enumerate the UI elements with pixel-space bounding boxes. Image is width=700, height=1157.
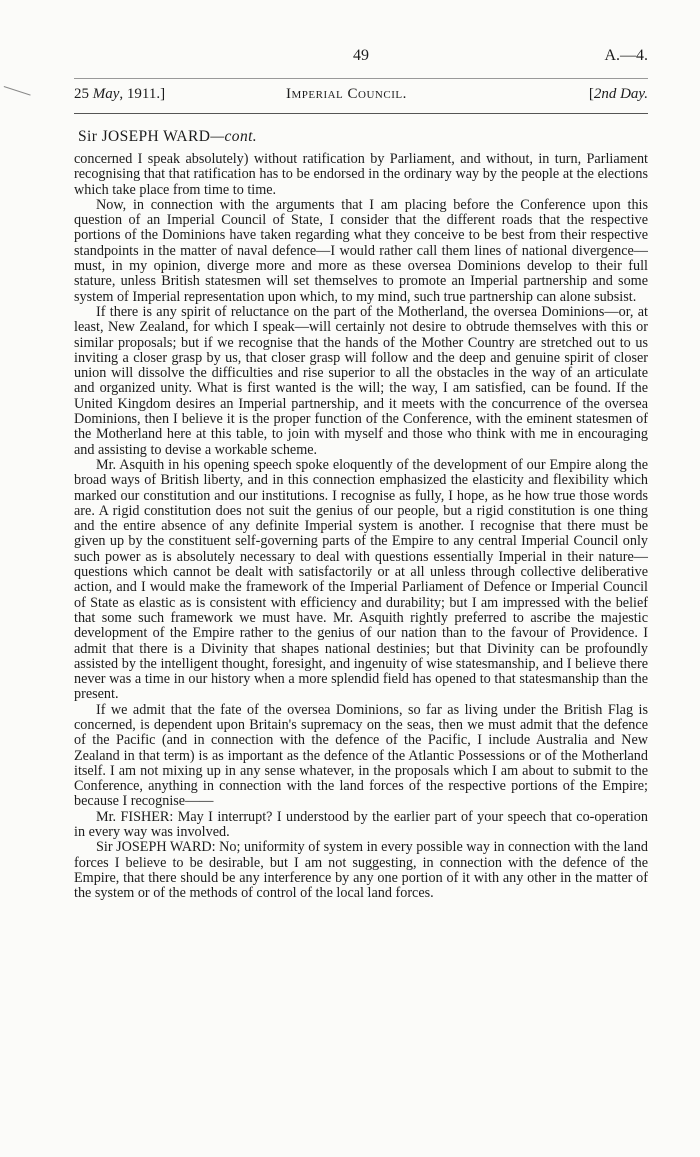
- paragraph: If we admit that the fate of the oversea Dominions, so far as living under the British Flag is concerned, is dependent upon Britain's supremacy on the seas, then we must admit that the defence of the Pacific (and in connection with the defence of the Pacific, I include Australia and New Zealand in that term) is as important as the defence of the Atlantic Possessions or of the Motherland itself. I am not mixing up in any sense whatever, in the proposals which I am about to submit to the Conference, anything in connection with the land forces of the respective portions of the Empire; because I recognise——: [74, 701, 648, 810]
- paragraph: Now, in connection with the arguments that I am placing before the Conference upon this question of an Imperial Council of State, I consider that the different roads that the respective portions of the Dominions have taken regarding what they conceive to be best from their respective standpoints in the matter of naval defence—I would rather call them lines of national divergence—must, in my opinion, diverge more and more as these oversea Dominions develop to their full stature, unless British statesmen will set themselves to promote an Imperial partnership and some system of Imperial representation upon which, to my mind, such true partnership can alone subsist.: [74, 196, 648, 305]
- speaker-cont: —cont.: [210, 128, 258, 145]
- date-month: May: [92, 86, 120, 102]
- speaker-heading: [78, 128, 257, 146]
- date-suffix: , 1911.]: [119, 86, 166, 102]
- day-bracket: [: [588, 86, 594, 102]
- body-text: [74, 152, 648, 902]
- day-label: 2nd Day.: [593, 86, 648, 102]
- header-date: [74, 86, 165, 103]
- page-number: 49: [353, 47, 369, 64]
- header-rule-top: [74, 78, 648, 79]
- speaker-name: Sir JOSEPH WARD: [78, 128, 211, 145]
- header-rule-bottom: [74, 113, 648, 114]
- paragraph: Mr. FISHER: May I interrupt? I understood by the earlier part of your speech that co-operation in every way was involved.: [74, 808, 648, 841]
- paragraph: If there is any spirit of reluctance on the part of the Motherland, the oversea Dominions—or, at least, New Zealand, for which I speak—will certainly not desire to obtrude themselves with this or similar proposals; but if we recognise that the hands of the Mother Country are stretched out to us inviting a closer grasp by us, that closer grasp will follow and the deep and genuine spirit of closer union will dissolve the difficulties and rise superior to all the obstacles in the way of an articulate and organized unity. What is first wanted is the will; the way, I am satisfied, can be found. If the United Kingdom desires an Imperial partnership, and it meets with the concurrence of the oversea Dominions, then I believe it is the proper function of the Conference, with the eminent statesmen of the Motherland here at this table, to join with myself and those who think with me in encouraging and assisting to devise a workable scheme.: [74, 303, 648, 458]
- paragraph: Sir JOSEPH WARD: No; uniformity of system in every possible way in connection with the land forces I believe to be desirable, but I am not suggesting, in connection with the defence of the Empire, that there should be any interference by any one portion of it with any other in the matter of the system or of the methods of control of the local land forces.: [74, 839, 648, 902]
- margin-mark: [1, 86, 31, 105]
- paragraph: concerned I speak absolutely) without ratification by Parliament, and without, in turn, Parliament recognising that that ratification has to be endorsed in the ordinary way by the people at the elections which take place from time to time.: [74, 151, 648, 198]
- header-day: [589, 86, 648, 103]
- running-header: [74, 86, 648, 110]
- date-prefix: 25: [74, 86, 93, 102]
- header-council: Imperial Council.: [286, 86, 407, 102]
- document-code: A.—4.: [604, 47, 648, 64]
- paragraph: Mr. Asquith in his opening speech spoke eloquently of the development of our Empire along the broad ways of British liberty, and in this connection emphasized the elasticity and flexibility which marked our constitution and our institutions. I recognise as fully, I hope, as he how true those words are. A rigid constitution does not suit the genius of our people, but a rigid constitution is one thing and the entire absence of any definite Imperial system is another. I recognise that there must be given up by the constituent self-governing parts of the Empire to any central Imperial Council only such power as is absolutely necessary to deal with questions essentially Imperial in their nature—questions which cannot be dealt with satisfactorily or at all unless through collective deliberative action, and I would make the framework of the Imperial Parliament of Defence or Imperial Council of State as elastic as is consistent with efficiency and durability; but I am impressed with the belief that some such framework we must have. Mr. Asquith rightly preferred to ascribe the majestic development of the Empire rather to the genius of our nation than to the favour of Providence. I admit that there is a Divinity that shapes national destinies; but that Divinity can be profoundly assisted by the intelligent thought, foresight, and ingenuity of wise statesmanship, and I believe there never was a time in our history when a more splendid field has opened to that statesmanship than the present.: [74, 456, 648, 703]
